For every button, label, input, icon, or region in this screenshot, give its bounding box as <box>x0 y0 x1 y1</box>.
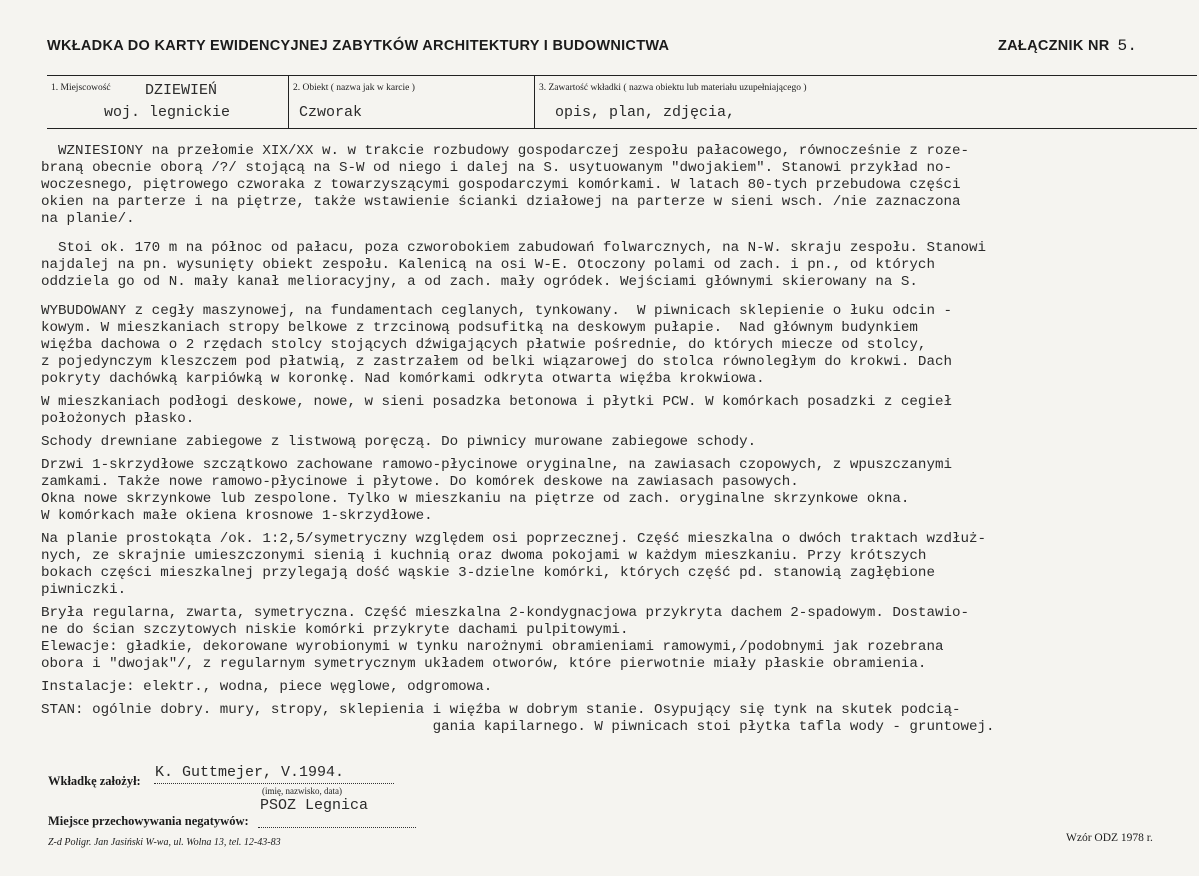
object-value: Czworak <box>299 104 363 121</box>
body-line: okien na parterze i na piętrze, także wstawienie ścianki działowej na parterze w sieni wsch. /nie zaznaczona <box>41 194 961 210</box>
body-line: woczesnego, piętrowego czworaka z towarzyszącymi gospodarczymi komórkami. W latach 80-tych przebudowa części <box>41 177 961 193</box>
body-line: Drzwi 1-skrzydłowe szczątkowo zachowane ramowo-płycinowe oryginalne, na zawiasach czopowych, z wpuszczanymi <box>41 457 952 473</box>
header-fields <box>47 75 1197 129</box>
body-line: ne do ścian szczytowych niskie komórki przykryte dachami pulpitowymi. <box>41 622 629 638</box>
content-label: 3. Zawartość wkładki ( nazwa obiektu lub materiału uzupełniającego ) <box>539 83 807 93</box>
body-line: Stoi ok. 170 m na północ od pałacu, poza czworobokiem zabudowań folwarcznych, na N-W. skraju zespołu. Stanowi <box>41 240 987 256</box>
voivodeship-value: woj. legnickie <box>104 104 231 121</box>
body-line: położonych płasko. <box>41 411 195 427</box>
body-line: W mieszkaniach podłogi deskowe, nowe, w sieni posadzka betonowa i płytki PCW. W komórkach posadzki z cegieł <box>41 394 952 410</box>
body-line: Bryła regularna, zwarta, symetryczna. Część mieszkalna 2-kondygnacjowa przykryta dachem 2-spadowym. Dostawio- <box>41 605 970 621</box>
body-line: bokach części mieszkalnej przylegają dość wąskie 3-dzielne komórki, których część pd. stanowią zagłębione <box>41 565 935 581</box>
body-line: kowym. W mieszkaniach stropy belkowe z trzcinową podsufitką na deskowym pułapie. Nad głównym budynkiem <box>41 320 918 336</box>
body-line: WZNIESIONY na przełomie XIX/XX w. w trakcie rozbudowy gospodarczej zespołu pałacowego, równocześnie z roze- <box>41 143 970 159</box>
description-body <box>41 143 1191 736</box>
body-line: więźba dachowa o 2 rzędach stolcy stojących dźwigających płatwie pośrednie, do których miecze od stolcy, <box>41 337 927 353</box>
body-line: STAN: ogólnie dobry. mury, stropy, sklepienia i więźba w dobrym stanie. Osypujący się tynk na skutek podcią- <box>41 702 961 718</box>
author-hint: (imię, nazwisko, data) <box>262 786 342 796</box>
content-value: opis, plan, zdjęcia, <box>555 104 736 121</box>
body-line: nych, ze skrajnie umieszczonymi sienią i kuchnią oraz dwoma pokojami w każdym mieszkaniu. Przy krótszych <box>41 548 927 564</box>
field-content <box>534 76 1198 128</box>
body-line: zamkami. Także nowe ramowo-płycinowe i płytowe. Do komórek deskowe na zawiasach pasowych. <box>41 474 799 490</box>
card-title: WKŁADKA DO KARTY EWIDENCYJNEJ ZABYTKÓW ARCHITEKTURY I BUDOWNICTWA <box>47 38 670 54</box>
place-value: DZIEWIEŃ <box>145 82 218 99</box>
author-line <box>154 783 394 784</box>
negatives-label: Miejsce przechowywania negatywów: <box>48 814 249 828</box>
body-line: oddziela go od N. mały kanał melioracyjny, a od zach. mały ogródek. Wejściami głównymi skierowany na S. <box>41 274 918 290</box>
field-place <box>47 76 287 128</box>
author-label: Wkładkę założył: <box>48 774 141 788</box>
annex-number: 5. <box>1117 37 1138 55</box>
body-line: z pojedynczym kleszczem pod płatwią, z zastrzałem od belki wiązarowej do stolca równoległym do krokwi. Dach <box>41 354 952 370</box>
author-value: K. Guttmejer, V.1994. <box>155 764 345 781</box>
body-line: WYBUDOWANY z cegły maszynowej, na fundamentach ceglanych, tynkowany. W piwnicach sklepienie o łuku odcin - <box>41 303 952 319</box>
body-line: obora i "dwojak"/, z regularnym symetrycznym układem otworów, które pierwotnie miały płaskie obramienia. <box>41 656 927 672</box>
institution-value: PSOZ Legnica <box>260 797 369 814</box>
negatives-line <box>258 827 416 828</box>
body-line: braną obecnie oborą /?/ stojącą na S-W od niego i dalej na S. usytuowanym "dwojakiem". Stanowi przykład no- <box>41 160 952 176</box>
body-line: najdalej na pn. wysunięty obiekt zespołu. Kalenicą na osi W-E. Otoczony polami od zach. i pn., od których <box>41 257 935 273</box>
body-line: W komórkach małe okiena krosnowe 1-skrzydłowe. <box>41 508 433 524</box>
annex-label <box>998 37 1137 55</box>
field-object <box>288 76 534 128</box>
body-line: gania kapilarnego. W piwnicach stoi płytka tafla wody - gruntowej. <box>41 719 995 735</box>
body-line: Instalacje: elektr., wodna, piece węglowe, odgromowa. <box>41 679 493 695</box>
form-code: Wzór ODZ 1978 r. <box>1066 832 1153 844</box>
annex-label-text: ZAŁĄCZNIK NR <box>998 38 1110 54</box>
body-line: na planie/. <box>41 211 135 227</box>
body-line: Schody drewniane zabiegowe z listwową poręczą. Do piwnicy murowane zabiegowe schody. <box>41 434 757 450</box>
body-line: Elewacje: gładkie, dekorowane wyrobionymi w tynku narożnymi obramieniami ramowymi,/podobnymi jak rozebrana <box>41 639 944 655</box>
place-label: 1. Miejscowość <box>51 83 111 93</box>
body-line: piwniczki. <box>41 582 127 598</box>
object-label: 2. Obiekt ( nazwa jak w karcie ) <box>293 83 415 93</box>
body-line: Okna nowe skrzynkowe lub zespolone. Tylko w mieszkaniu na piętrze od zach. oryginalne skrzynkowe okna. <box>41 491 910 507</box>
body-line: Na planie prostokąta /ok. 1:2,5/symetryczny względem osi poprzecznej. Część mieszkalna o dwóch traktach wzdłuż- <box>41 531 987 547</box>
printer-info: Z-d Poligr. Jan Jasiński W-wa, ul. Wolna 13, tel. 12-43-83 <box>48 837 281 848</box>
body-line: pokryty dachówką karpiówką w koronkę. Nad komórkami odkryta otwarta więźba krokwiowa. <box>41 371 765 387</box>
